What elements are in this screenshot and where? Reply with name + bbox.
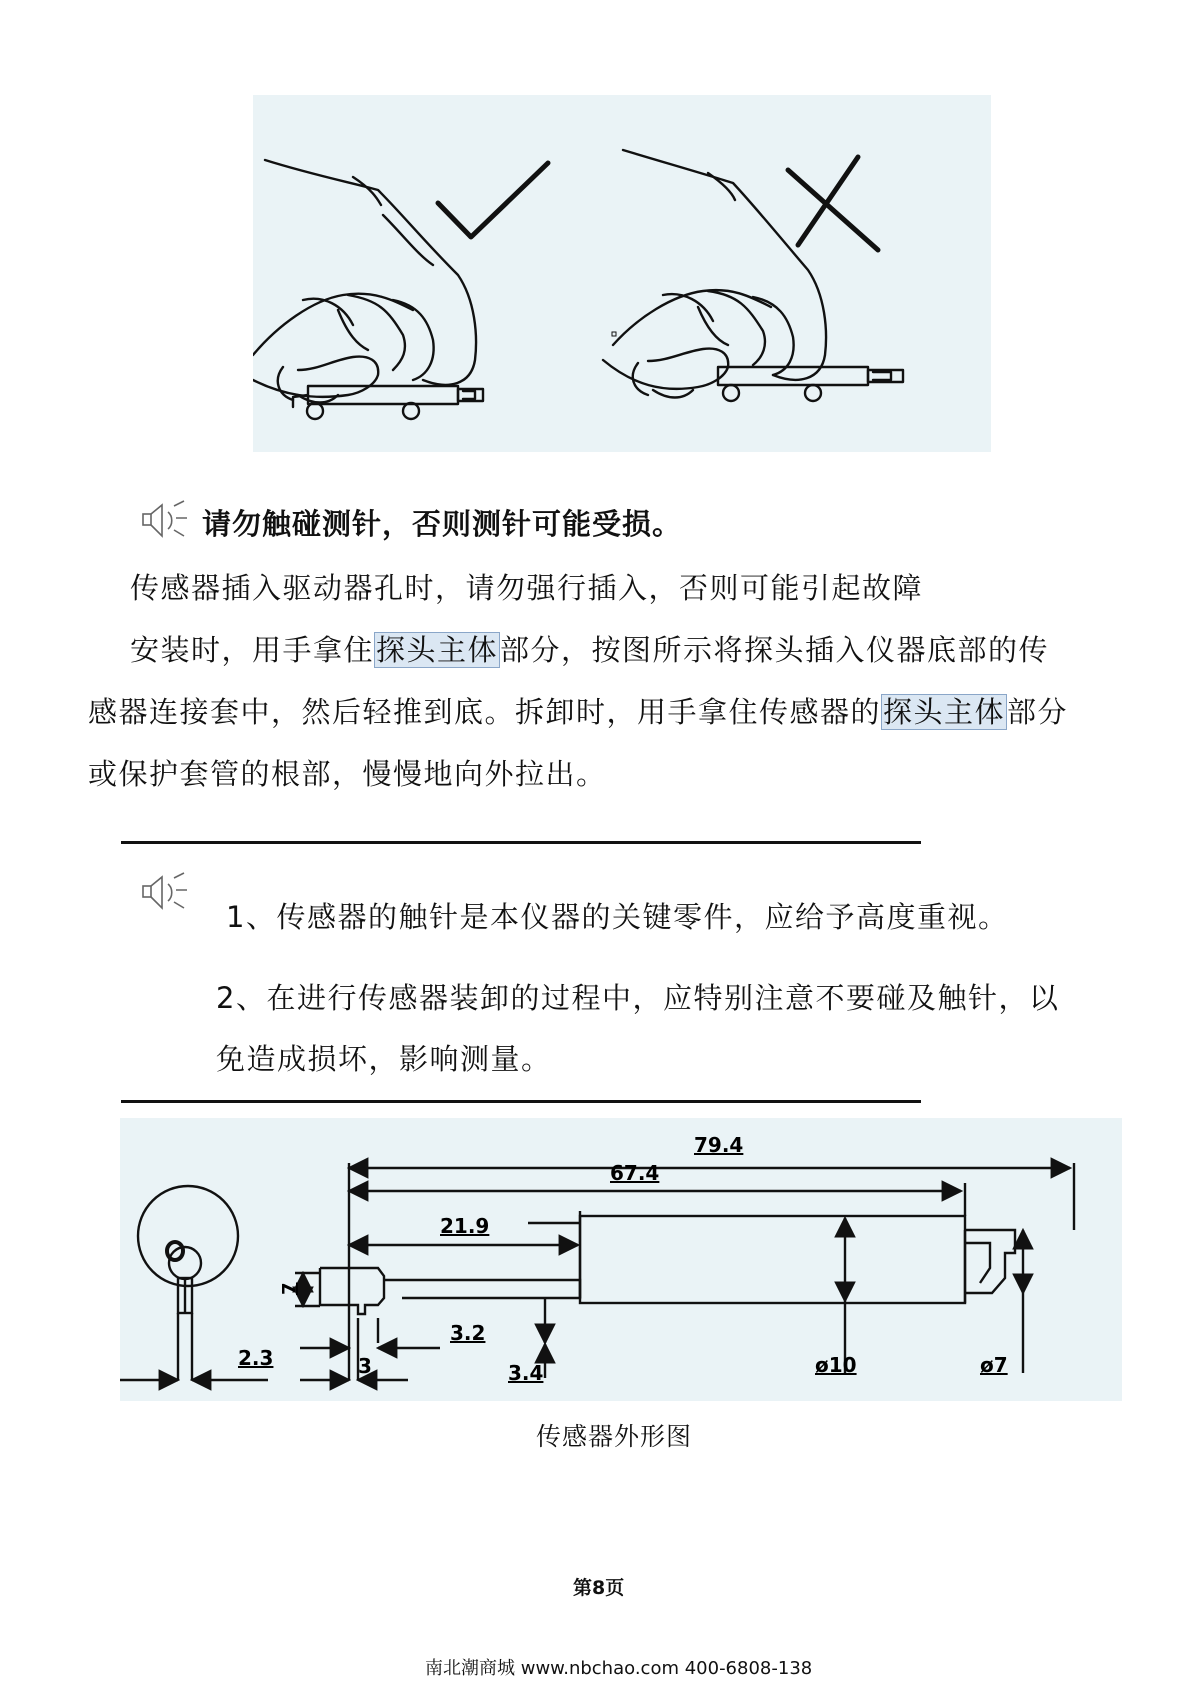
- highlight-probe-body: 探头主体: [883, 695, 1006, 729]
- dim-label-d3: 3.4: [508, 1361, 544, 1385]
- text-run: 部分: [1007, 695, 1069, 729]
- text-run: 部分，按图所示将探头插入仪器底部的传: [500, 633, 1050, 667]
- dim-label-diam-body: ø10: [815, 1353, 857, 1377]
- dim-label-d4: 2.3: [238, 1346, 274, 1370]
- paragraph-install-line2: [88, 681, 1068, 743]
- highlight-probe-body: 探头主体: [376, 633, 499, 667]
- dim-label-body: 67.4: [610, 1161, 660, 1185]
- divider: [121, 841, 921, 844]
- paragraph-install-line1: [130, 619, 1049, 681]
- speaker-icon: [140, 498, 200, 543]
- dim-label-d1: 3.2: [450, 1321, 486, 1345]
- warning-text: 请勿触碰测针，否则测针可能受损。: [202, 507, 683, 541]
- text-run: 安装时，用手拿住: [130, 633, 375, 667]
- dim-label-diam-end: ø7: [980, 1353, 1008, 1377]
- dim-label-height: 7: [279, 1282, 300, 1295]
- text-run: 感器连接套中，然后轻推到底。拆卸时，用手拿住传感器的: [88, 695, 882, 729]
- speaker-icon: [140, 870, 200, 915]
- hand-illustration: [253, 95, 991, 452]
- footer-text: 南北潮商城 www.nbchao.com 400-6808-138: [425, 1658, 813, 1679]
- paragraph-install-line3: 或保护套管的根部，慢慢地向外拉出。: [88, 757, 607, 791]
- dim-label-overall: 79.4: [694, 1133, 744, 1157]
- paragraph-insert: 传感器插入驱动器孔时，请勿强行插入，否则可能引起故障: [130, 571, 924, 605]
- note-item-2: 2、在进行传感器装卸的过程中，应特别注意不要碰及触针，以: [216, 981, 1060, 1015]
- note-item-1: 1、传感器的触针是本仪器的关键零件，应给予高度重视。: [226, 900, 1009, 934]
- page-number: 第8页: [573, 1577, 625, 1599]
- figure-caption: 传感器外形图: [536, 1422, 693, 1451]
- note-item-2-cont: 免造成损坏，影响测量。: [216, 1042, 552, 1076]
- dimension-diagram: [120, 1118, 1122, 1401]
- divider: [121, 1100, 921, 1103]
- sensor-dimension-drawing: [120, 1118, 1122, 1401]
- sensor-handling-figure: [253, 95, 991, 452]
- dim-label-stylus: 21.9: [440, 1214, 490, 1238]
- dim-label-d2: 3: [358, 1354, 372, 1378]
